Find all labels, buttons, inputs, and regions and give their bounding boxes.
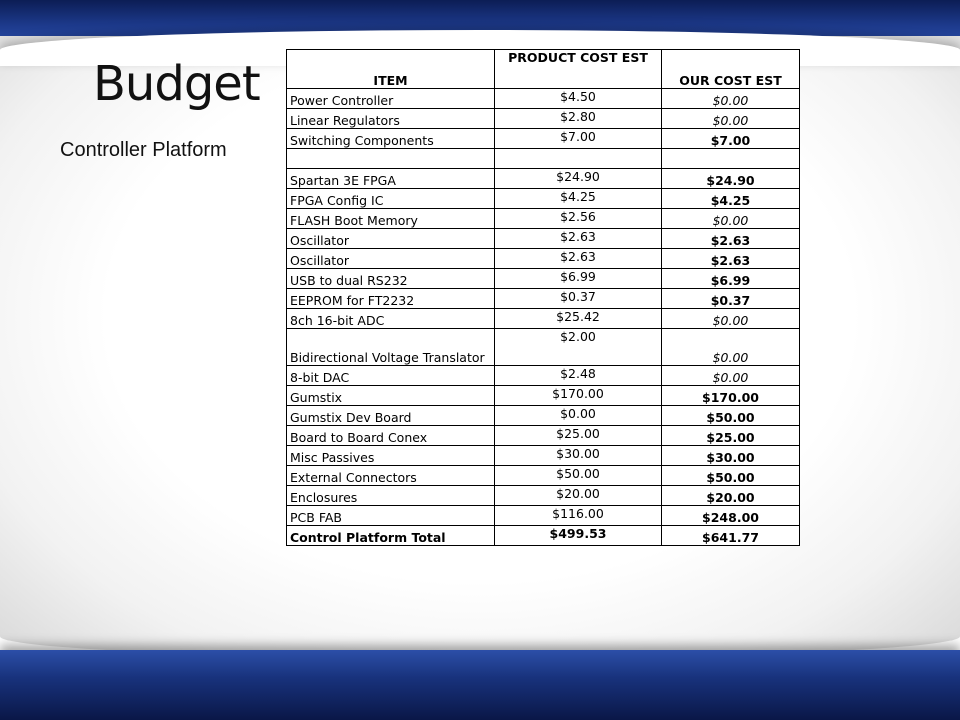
product-cost-cell: $7.00 [495,129,662,149]
table-row [287,209,800,229]
table-row [287,249,800,269]
total-our-cost: $641.77 [662,526,800,546]
product-cost-cell: $116.00 [495,506,662,526]
our-cost-cell: $24.90 [662,169,800,189]
item-cell: Oscillator [287,229,495,249]
bottom-decorative-band [0,650,960,720]
item-cell: Enclosures [287,486,495,506]
product-cost-cell: $2.63 [495,249,662,269]
table-row [287,309,800,329]
our-cost-cell: $6.99 [662,269,800,289]
item-cell: FPGA Config IC [287,189,495,209]
our-cost-cell: $0.00 [662,329,800,366]
table-row [287,366,800,386]
item-cell: External Connectors [287,466,495,486]
our-cost-cell: $50.00 [662,466,800,486]
table-row [287,289,800,309]
our-cost-cell: $170.00 [662,386,800,406]
table-row [287,386,800,406]
header-product-cost: PRODUCT COST EST [495,50,662,89]
table-row [287,189,800,209]
product-cost-cell: $2.56 [495,209,662,229]
product-cost-cell: $2.00 [495,329,662,366]
product-cost-cell: $2.48 [495,366,662,386]
our-cost-cell: $20.00 [662,486,800,506]
header-our-cost: OUR COST EST [662,50,800,89]
product-cost-cell: $4.25 [495,189,662,209]
our-cost-cell: $248.00 [662,506,800,526]
product-cost-cell [495,149,662,169]
item-cell: PCB FAB [287,506,495,526]
item-cell: Linear Regulators [287,109,495,129]
total-row [287,526,800,546]
item-cell: Gumstix Dev Board [287,406,495,426]
product-cost-cell: $0.00 [495,406,662,426]
table-header-row [287,50,800,89]
item-cell: Oscillator [287,249,495,269]
table-row [287,169,800,189]
total-product-cost: $499.53 [495,526,662,546]
item-cell: Board to Board Conex [287,426,495,446]
item-cell: Gumstix [287,386,495,406]
product-cost-cell: $30.00 [495,446,662,466]
item-cell: Spartan 3E FPGA [287,169,495,189]
product-cost-cell: $20.00 [495,486,662,506]
product-cost-cell: $24.90 [495,169,662,189]
table-row [287,446,800,466]
table-row [287,269,800,289]
table-row [287,406,800,426]
slide-subtitle: Controller Platform [60,139,227,161]
header-item: ITEM [287,50,495,89]
product-cost-cell: $170.00 [495,386,662,406]
total-label: Control Platform Total [287,526,495,546]
our-cost-cell: $30.00 [662,446,800,466]
product-cost-cell: $0.37 [495,289,662,309]
budget-table [286,49,800,546]
product-cost-cell: $6.99 [495,269,662,289]
product-cost-cell: $2.63 [495,229,662,249]
table-row [287,149,800,169]
our-cost-cell [662,149,800,169]
product-cost-cell: $4.50 [495,89,662,109]
product-cost-cell: $25.42 [495,309,662,329]
our-cost-cell: $7.00 [662,129,800,149]
table-row [287,329,800,366]
item-cell: Misc Passives [287,446,495,466]
product-cost-cell: $25.00 [495,426,662,446]
item-cell [287,149,495,169]
item-cell: 8-bit DAC [287,366,495,386]
table-row [287,129,800,149]
product-cost-cell: $50.00 [495,466,662,486]
our-cost-cell: $0.00 [662,109,800,129]
our-cost-cell: $2.63 [662,229,800,249]
our-cost-cell: $0.00 [662,89,800,109]
our-cost-cell: $25.00 [662,426,800,446]
our-cost-cell: $0.37 [662,289,800,309]
item-cell: USB to dual RS232 [287,269,495,289]
item-cell: Power Controller [287,89,495,109]
item-cell: 8ch 16-bit ADC [287,309,495,329]
table-row [287,229,800,249]
table-row [287,486,800,506]
product-cost-cell: $2.80 [495,109,662,129]
budget-table-body [287,89,800,526]
slide-title: Budget [93,56,260,112]
item-cell: Switching Components [287,129,495,149]
table-row [287,109,800,129]
our-cost-cell: $2.63 [662,249,800,269]
our-cost-cell: $0.00 [662,309,800,329]
table-row [287,89,800,109]
item-cell: EEPROM for FT2232 [287,289,495,309]
item-cell: FLASH Boot Memory [287,209,495,229]
table-row [287,426,800,446]
table-row [287,466,800,486]
our-cost-cell: $0.00 [662,366,800,386]
our-cost-cell: $0.00 [662,209,800,229]
our-cost-cell: $4.25 [662,189,800,209]
our-cost-cell: $50.00 [662,406,800,426]
table-row [287,506,800,526]
item-cell: Bidirectional Voltage Translator [287,329,495,366]
